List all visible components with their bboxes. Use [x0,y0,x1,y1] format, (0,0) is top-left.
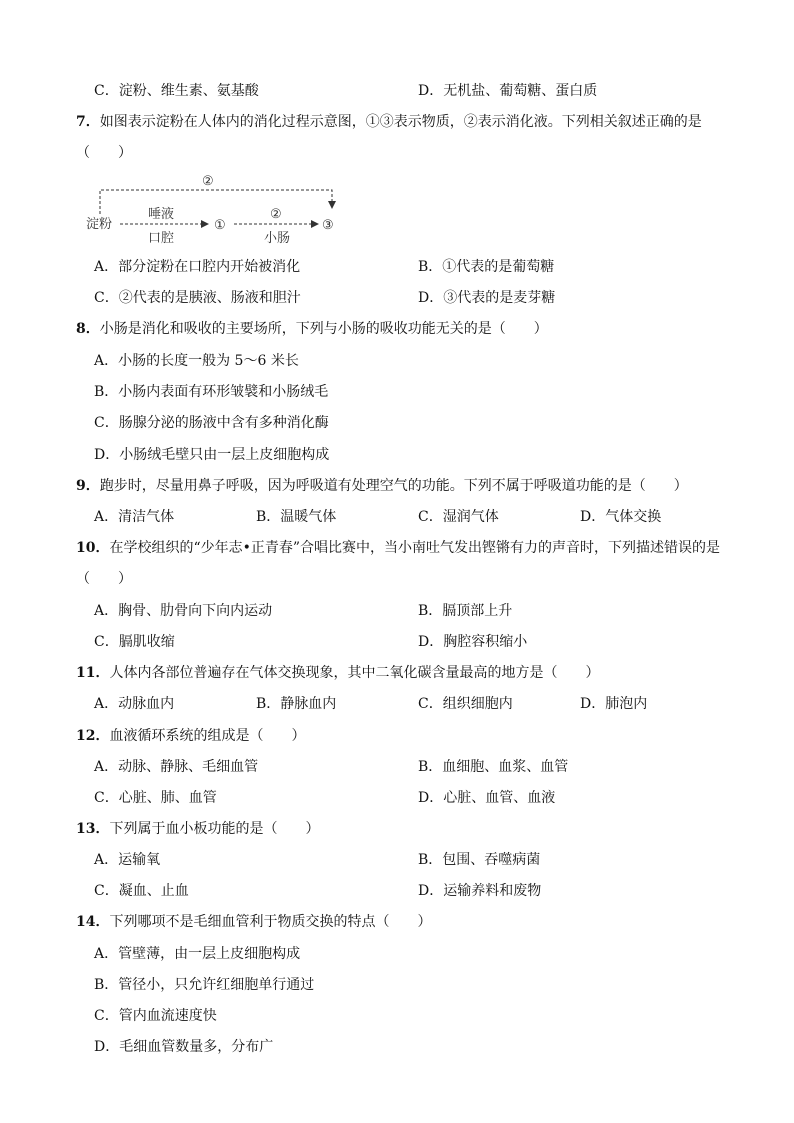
q10-option-a: A．胸骨、肋骨向下向内运动 [94,603,273,619]
q9-stem [76,476,688,496]
q7-stem [76,112,702,132]
q11-stem-text: 人体内各部位普遍存在气体交换现象，其中二氧化碳含量最高的地方是（ ） [109,665,600,681]
q10-option-b: B．膈顶部上升 [418,603,513,619]
q7-number: 7． [76,114,100,130]
q12-option-a: A．动脉、静脉、毛细血管 [94,759,259,775]
q13-stem [76,819,319,839]
q13-option-d: D．运输养料和废物 [418,883,542,899]
q12-option-c: C．心脏、肺、血管 [94,790,217,806]
q11-option-a: A．动脉血内 [94,696,175,712]
q10-number: 10． [76,540,110,556]
q9-number: 9． [76,478,100,494]
q10-option-c: C．膈肌收缩 [94,634,175,650]
q14-option-b: B．管径小，只允许红细胞单行通过 [94,977,315,993]
q8-option-d: D．小肠绒毛壁只由一层上皮细胞构成 [94,447,330,463]
q10-bracket: （ ） [76,571,132,587]
q7-option-c: C．②代表的是胰液、肠液和胆汁 [94,290,301,306]
q12-number: 12． [76,728,110,744]
q12-option-d: D．心脏、血管、血液 [418,790,556,806]
q9-option-a: A．清洁气体 [94,509,175,525]
q11-number: 11． [76,665,110,681]
q7-stem-text: 如图表示淀粉在人体内的消化过程示意图，①③表示物质，②表示消化液。下列相关叙述正确的是 [99,114,702,130]
q11-option-c: C．组织细胞内 [418,696,513,712]
q7-bracket: （ ） [76,145,132,161]
q13-option-a: A．运输氧 [94,852,161,868]
q13-option-b: B．包围、吞噬病菌 [418,852,541,868]
diagram-top-dashed-line [100,190,332,214]
q8-option-a: A．小肠的长度一般为 5～6 米长 [94,353,299,369]
q8-stem-text: 小肠是消化和吸收的主要场所，下列与小肠的吸收功能无关的是（ ） [99,321,548,337]
q14-option-c: C．管内血流速度快 [94,1008,217,1024]
q8-option-c: C．肠腺分泌的肠液中含有多种消化酶 [94,415,329,431]
q9-option-c: C．湿润气体 [418,509,499,525]
q12-stem-text: 血液循环系统的组成是（ ） [109,728,306,744]
diagram-saliva-label: 唾液 [148,207,175,222]
q9-option-b: B．温暖气体 [256,509,337,525]
q10-stem [76,538,720,558]
starch-digestion-diagram [86,170,356,248]
q14-option-d: D．毛细血管数量多，分布广 [94,1039,274,1055]
q11-stem [76,663,599,683]
q11-option-d: D．肺泡内 [580,696,648,712]
q14-stem [76,912,431,932]
q7-option-a: A．部分淀粉在口腔内开始被消化 [94,259,301,275]
diagram-node-1: ① [214,218,226,233]
q7-option-d: D．③代表的是麦芽糖 [418,290,556,306]
diagram-mouth-label: 口腔 [148,231,175,246]
q9-option-d: D．气体交换 [580,509,662,525]
diagram-intestine-label: 小肠 [264,231,291,246]
diagram-top-label: ② [202,174,214,189]
q11-option-b: B．静脉血内 [256,696,337,712]
q7-option-b: B．①代表的是葡萄糖 [418,259,555,275]
q9-stem-text: 跑步时，尽量用鼻子呼吸，因为呼吸道有处理空气的功能。下列不属于呼吸道功能的是（ ） [99,478,688,494]
q8-stem [76,319,548,339]
diagram-node-3: ③ [322,218,334,233]
q12-stem [76,726,305,746]
q14-number: 14． [76,914,110,930]
q10-option-d: D．胸腔容积缩小 [418,634,528,650]
q12-option-b: B．血细胞、血浆、血管 [418,759,569,775]
q10-stem-text: 在学校组织的“少年志•正青春”合唱比赛中，当小南吐气发出铿锵有力的声音时，下列描述错误的是 [109,540,721,556]
q13-stem-text: 下列属于血小板功能的是（ ） [109,821,320,837]
q8-option-b: B．小肠内表面有环形皱襞和小肠绒毛 [94,384,329,400]
q6-option-c: C．淀粉、维生素、氨基酸 [94,83,259,99]
diagram-mid-label: ② [270,207,282,222]
q13-option-c: C．凝血、止血 [94,883,189,899]
q14-stem-text: 下列哪项不是毛细血管利于物质交换的特点（ ） [109,914,432,930]
q14-option-a: A．管壁薄，由一层上皮细胞构成 [94,946,301,962]
q13-number: 13． [76,821,110,837]
q8-number: 8． [76,321,100,337]
diagram-start-label: 淀粉 [86,217,113,232]
q6-option-d: D．无机盐、葡萄糖、蛋白质 [418,83,598,99]
